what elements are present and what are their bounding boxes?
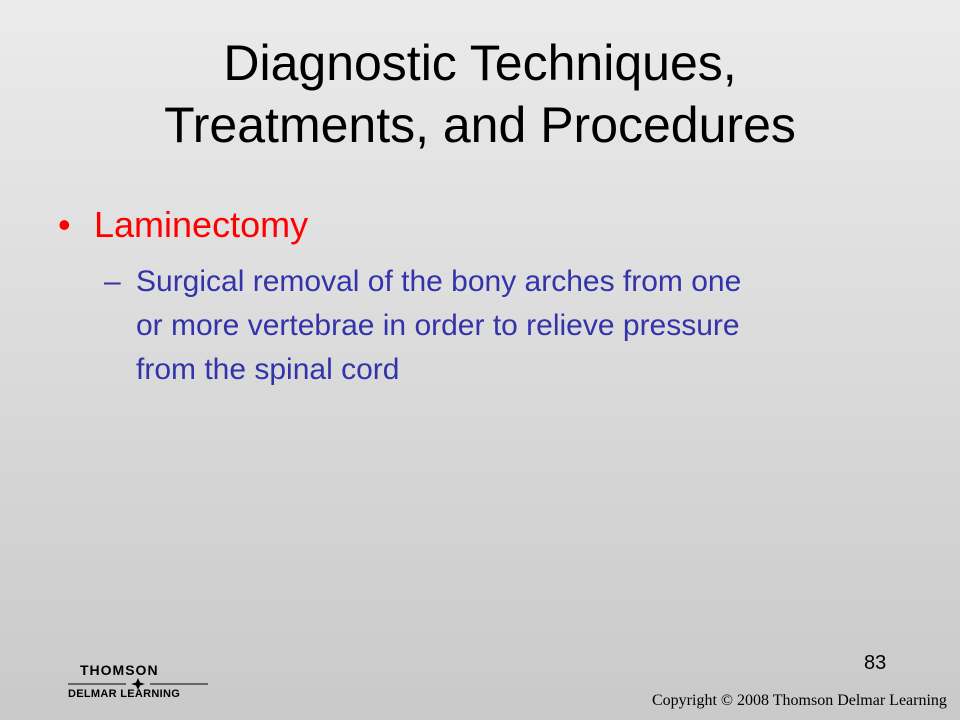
title-line-2: Treatments, and Procedures xyxy=(164,97,796,153)
copyright-notice: Copyright © 2008 Thomson Delmar Learning xyxy=(652,692,947,709)
sub-bullet-line-2: or more vertebrae in order to relieve pressure xyxy=(136,309,740,342)
thomson-delmar-logo xyxy=(66,662,216,710)
sub-bullet-line-1: Surgical removal of the bony arches from one xyxy=(136,265,742,298)
sub-bullet-text xyxy=(136,260,741,392)
bullet-marker: • xyxy=(58,204,71,245)
bullet-item xyxy=(58,202,308,248)
sub-bullet-item xyxy=(104,260,904,392)
page-number: 83 xyxy=(864,652,887,674)
sub-bullet-line-3: from the spinal cord xyxy=(136,353,400,386)
slide-title xyxy=(40,32,920,156)
logo-delmar-text: DELMAR LEARNING xyxy=(68,688,181,700)
title-line-1: Diagnostic Techniques, xyxy=(223,35,737,91)
logo-thomson-text: THOMSON xyxy=(80,662,159,678)
sub-bullet-marker: – xyxy=(104,265,121,298)
bullet-text: Laminectomy xyxy=(94,204,309,245)
